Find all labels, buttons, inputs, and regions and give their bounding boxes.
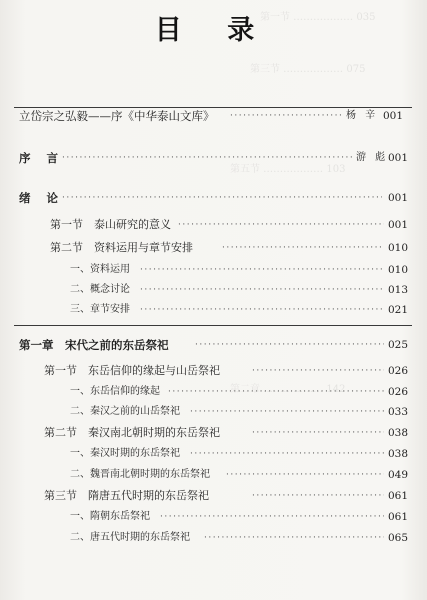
- toc-entry-label: 绪 论: [19, 191, 65, 205]
- leader-dots: [140, 262, 384, 278]
- toc-entry-page: 049: [388, 469, 409, 481]
- toc-entry-subsection[interactable]: [0, 262, 427, 278]
- toc-entry-section[interactable]: [0, 425, 427, 441]
- toc-entry-page: 001: [383, 110, 404, 122]
- toc-entry-page: 061: [388, 490, 409, 502]
- toc-entry-page: 033: [388, 406, 409, 418]
- toc-entry-label: 一、东岳信仰的缘起: [70, 386, 160, 397]
- toc-entry-label: 一、资料运用: [70, 264, 130, 275]
- toc-entry-label: 一、隋朝东岳祭祀: [70, 511, 150, 522]
- leader-dots: [230, 108, 342, 124]
- toc-entry-page: 001: [388, 152, 409, 164]
- toc-entry-page: 061: [388, 511, 409, 523]
- toc-entry-label: 二、秦汉之前的山岳祭祀: [70, 406, 180, 417]
- toc-entry-author: 杨 辛: [346, 110, 379, 121]
- leader-dots: [62, 190, 382, 206]
- toc-entry-label: 三、章节安排: [70, 304, 130, 315]
- toc-entry-subsection[interactable]: [0, 509, 427, 525]
- leader-dots: [190, 404, 384, 420]
- toc-entry-subsection[interactable]: [0, 446, 427, 462]
- leader-dots: [160, 509, 384, 525]
- toc-entry-label: 第一节 泰山研究的意义: [50, 218, 171, 231]
- toc-entry-label: 第二节 资料运用与章节安排: [50, 241, 193, 254]
- toc-entry-label: 二、唐五代时期的东岳祭祀: [70, 532, 190, 543]
- toc-entry-foreword[interactable]: [0, 108, 427, 124]
- toc-entry-label: 第二节 秦汉南北朝时期的东岳祭祀: [44, 426, 220, 439]
- leader-dots: [204, 530, 384, 546]
- toc-entry-subsection[interactable]: [0, 467, 427, 483]
- toc-entry-page: 001: [388, 192, 409, 204]
- toc-entry-preface[interactable]: [0, 150, 427, 166]
- toc-entry-label: 第一节 东岳信仰的缘起与山岳祭祀: [44, 364, 220, 377]
- toc-entry-page: 025: [388, 339, 409, 351]
- toc-entry-label: 第三节 隋唐五代时期的东岳祭祀: [44, 489, 209, 502]
- toc-entry-subsection[interactable]: [0, 530, 427, 546]
- leader-dots: [222, 240, 384, 256]
- leader-dots: [252, 425, 384, 441]
- leader-dots: [252, 363, 384, 379]
- toc-entry-label: 二、概念讨论: [70, 284, 130, 295]
- page-title: 目 录: [154, 15, 273, 46]
- leader-dots: [140, 302, 384, 318]
- toc-entry-subsection[interactable]: [0, 404, 427, 420]
- leader-dots: [252, 488, 384, 504]
- toc-entry-page: 065: [388, 532, 409, 544]
- toc-entry-introduction[interactable]: [0, 190, 427, 206]
- toc-entry-section[interactable]: [0, 217, 427, 233]
- leader-dots: [62, 150, 352, 166]
- toc-entry-page: 021: [388, 304, 409, 316]
- toc-entry-page: 038: [388, 448, 409, 460]
- leader-dots: [168, 384, 384, 400]
- toc-entry-page: 010: [388, 242, 409, 254]
- bleed-through-text: 第五节 ……………… 103: [230, 164, 346, 175]
- toc-entry-label: 一、秦汉时期的东岳祭祀: [70, 448, 180, 459]
- toc-entry-label: 二、魏晋南北朝时期的东岳祭祀: [70, 469, 210, 480]
- toc-entry-section[interactable]: [0, 240, 427, 256]
- toc-entry-subsection[interactable]: [0, 384, 427, 400]
- bleed-through-text: 第一节 ……………… 035: [260, 12, 376, 23]
- toc-entry-label: 序 言: [19, 151, 65, 165]
- toc-entry-author: 游 彪: [356, 152, 389, 163]
- toc-entry-page: 013: [388, 284, 409, 296]
- divider-rule: [14, 325, 412, 326]
- toc-entry-page: 026: [388, 386, 409, 398]
- toc-entry-page: 026: [388, 365, 409, 377]
- leader-dots: [140, 282, 384, 298]
- toc-entry-chapter[interactable]: [0, 337, 427, 353]
- toc-entry-page: 038: [388, 427, 409, 439]
- leader-dots: [178, 217, 384, 233]
- toc-entry-section[interactable]: [0, 488, 427, 504]
- bleed-through-text: 第二章 ……………… 142: [230, 384, 346, 395]
- leader-dots: [190, 446, 384, 462]
- toc-entry-page: 010: [388, 264, 409, 276]
- leader-dots: [195, 337, 384, 353]
- toc-entry-subsection[interactable]: [0, 302, 427, 318]
- toc-entry-label: 第一章 宋代之前的东岳祭祀: [19, 338, 169, 352]
- toc-entry-subsection[interactable]: [0, 282, 427, 298]
- toc-entry-label: 立岱宗之弘毅——序《中华泰山文库》: [19, 109, 215, 123]
- toc-entry-page: 001: [388, 219, 409, 231]
- toc-entry-section[interactable]: [0, 363, 427, 379]
- bleed-through-text: 第三节 ……………… 075: [250, 64, 366, 75]
- leader-dots: [226, 467, 384, 483]
